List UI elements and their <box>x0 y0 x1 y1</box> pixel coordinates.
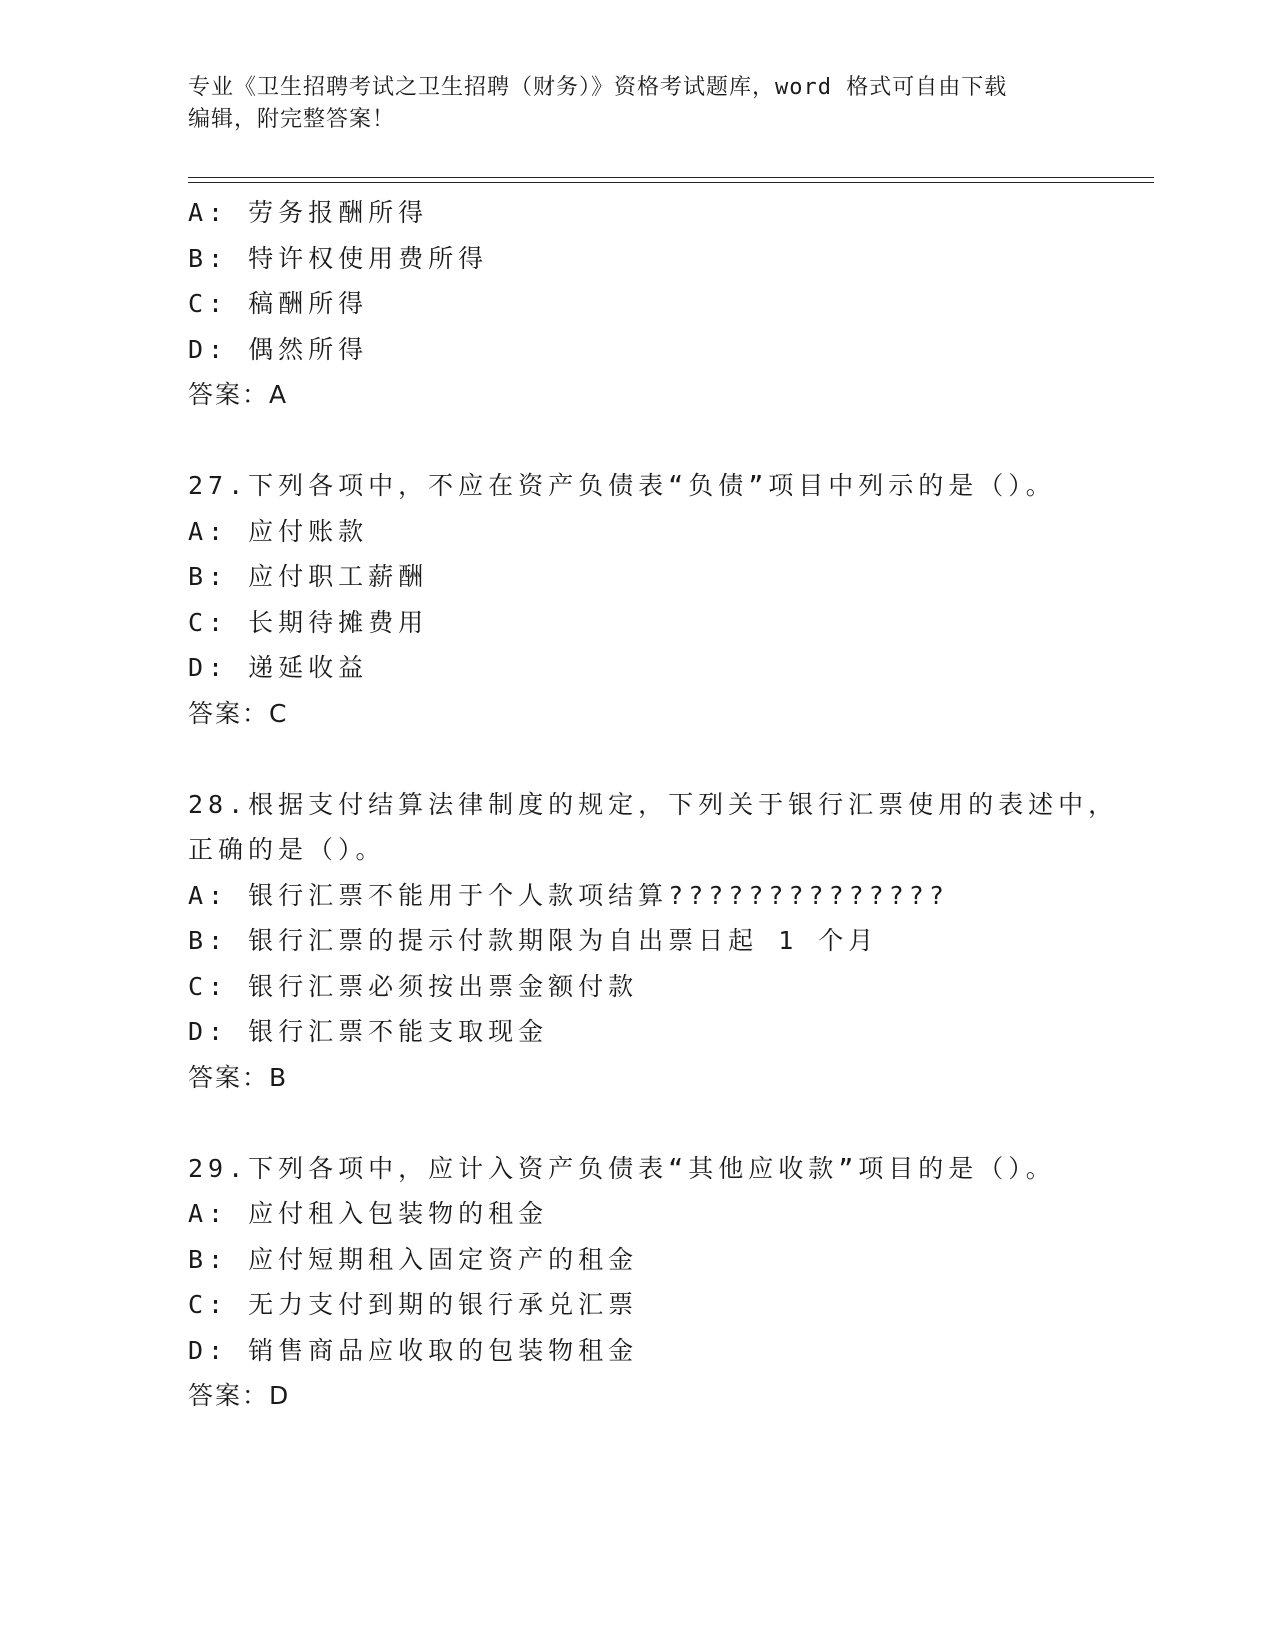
spacer <box>188 1100 1108 1146</box>
question-title: 27.下列各项中，不应在资产负债表“负债”项目中列示的是（）。 <box>188 471 1056 500</box>
spacer <box>188 418 1108 464</box>
question-27 <box>188 463 1108 736</box>
option-a: A: 银行汇票不能用于个人款项结算?????????????? <box>188 880 949 910</box>
option-b: B: 应付职工薪酬 <box>188 562 429 591</box>
option-c: C: 长期待摊费用 <box>188 607 429 637</box>
answer-line: 答案：A <box>188 380 289 409</box>
question-28 <box>188 782 1119 1101</box>
option-c: C: 稿酬所得 <box>188 289 369 318</box>
question-list <box>188 190 1119 1419</box>
question-title-line-1: 28.根据支付结算法律制度的规定，下列关于银行汇票使用的表述中， <box>188 789 1119 819</box>
option-a: A: 劳务报酬所得 <box>188 198 429 227</box>
answer-line: 答案：D <box>188 1381 291 1410</box>
answer-line: 答案：C <box>188 698 289 728</box>
answer-line: 答案：B <box>188 1062 289 1092</box>
option-c: C: 银行汇票必须按出票金额付款 <box>188 971 639 1001</box>
option-b: B: 应付短期租入固定资产的租金 <box>188 1244 639 1274</box>
option-b: B: 银行汇票的提示付款期限为自出票日起 1 个月 <box>188 926 879 955</box>
header-double-rule <box>188 177 1154 183</box>
option-a: A: 应付租入包装物的租金 <box>188 1199 549 1228</box>
header-line-1: 专业《卫生招聘考试之卫生招聘（财务）》资格考试题库，word 格式可自由下载 <box>188 75 1008 100</box>
question-26-continued <box>188 190 1108 418</box>
question-title-line-2: 正确的是（）。 <box>188 835 386 864</box>
option-d: D: 偶然所得 <box>188 334 369 364</box>
option-c: C: 无力支付到期的银行承兑汇票 <box>188 1290 639 1319</box>
option-d: D: 销售商品应收取的包装物租金 <box>188 1335 639 1365</box>
option-a: A: 应付账款 <box>188 516 369 546</box>
header-line-2: 编辑，附完整答案！ <box>188 107 396 132</box>
option-b: B: 特许权使用费所得 <box>188 243 489 273</box>
page-header <box>188 72 1088 136</box>
question-title: 29.下列各项中，应计入资产负债表“其他应收款”项目的是（）。 <box>188 1153 1056 1183</box>
option-d: D: 递延收益 <box>188 653 369 682</box>
question-29 <box>188 1146 1108 1419</box>
spacer <box>188 736 1108 782</box>
option-d: D: 银行汇票不能支取现金 <box>188 1017 549 1046</box>
